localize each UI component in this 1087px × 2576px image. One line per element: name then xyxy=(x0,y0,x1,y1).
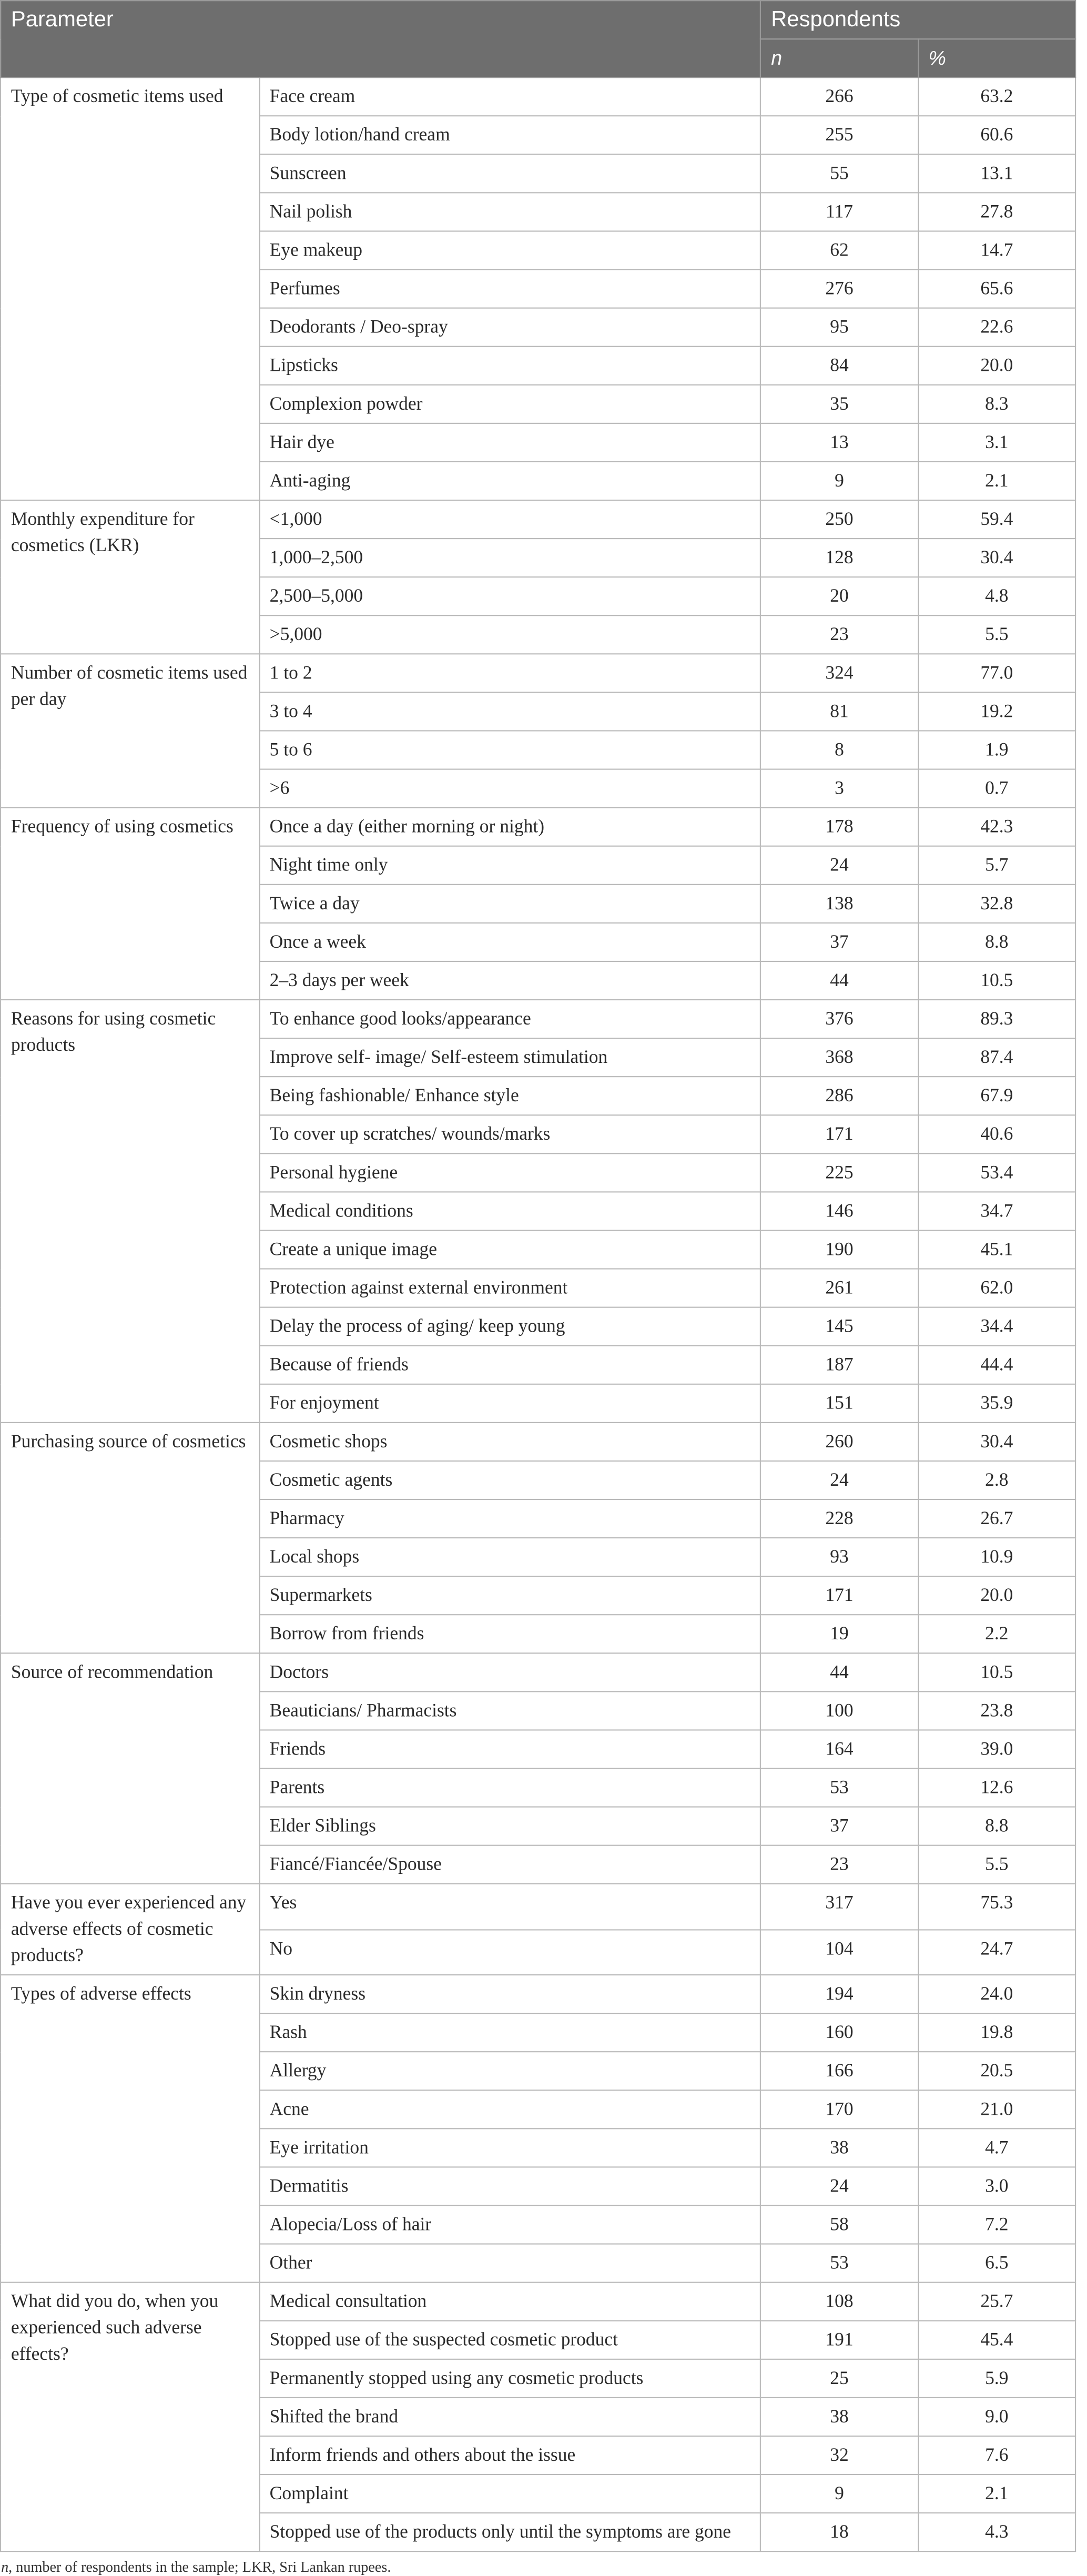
percent-value: 75.3 xyxy=(918,1884,1075,1930)
count-value: 37 xyxy=(760,923,918,961)
percent-value: 7.2 xyxy=(918,2206,1075,2244)
parameter-header: Parameter xyxy=(1,1,760,77)
table-row xyxy=(1,500,1075,539)
count-value: 276 xyxy=(760,270,918,308)
percent-value: 53.4 xyxy=(918,1153,1075,1192)
item-label: No xyxy=(259,1929,761,1975)
percent-value: 30.4 xyxy=(918,1423,1075,1461)
parameter-group-label: Number of cosmetic items used per day xyxy=(1,654,259,807)
count-value: 53 xyxy=(760,1769,918,1807)
count-value: 25 xyxy=(760,2359,918,2398)
item-label: Nail polish xyxy=(259,192,761,231)
item-label: Alopecia/Loss of hair xyxy=(259,2206,761,2244)
table-row xyxy=(1,2283,1075,2321)
count-value: 225 xyxy=(760,1153,918,1192)
percent-value: 9.0 xyxy=(918,2398,1075,2436)
count-value: 286 xyxy=(760,1077,918,1115)
percent-value: 13.1 xyxy=(918,154,1075,192)
item-label: Skin dryness xyxy=(259,1975,761,2013)
percent-value: 10.9 xyxy=(918,1538,1075,1576)
item-label: Cosmetic agents xyxy=(259,1461,761,1499)
count-value: 108 xyxy=(760,2283,918,2321)
parameter-group-label: Have you ever experienced any adverse effects of cosmetic products? xyxy=(1,1884,259,1975)
count-value: 191 xyxy=(760,2321,918,2359)
item-label: Other xyxy=(259,2244,761,2283)
count-value: 171 xyxy=(760,1576,918,1615)
item-label: 1 to 2 xyxy=(259,654,761,692)
percent-value: 87.4 xyxy=(918,1038,1075,1077)
item-label: >6 xyxy=(259,769,761,808)
count-value: 194 xyxy=(760,1975,918,2013)
respondents-header: Respondents xyxy=(760,1,1075,39)
percent-value: 24.0 xyxy=(918,1975,1075,2013)
count-value: 93 xyxy=(760,1538,918,1576)
item-label: For enjoyment xyxy=(259,1384,761,1423)
item-label: Eye irritation xyxy=(259,2128,761,2167)
item-label: Rash xyxy=(259,2013,761,2052)
count-value: 266 xyxy=(760,77,918,116)
percent-value: 26.7 xyxy=(918,1499,1075,1538)
item-label: 3 to 4 xyxy=(259,692,761,731)
count-value: 24 xyxy=(760,2167,918,2205)
count-value: 146 xyxy=(760,1192,918,1230)
count-value: 190 xyxy=(760,1230,918,1269)
item-label: Create a unique image xyxy=(259,1230,761,1269)
percent-value: 59.4 xyxy=(918,500,1075,539)
percent-value: 20.0 xyxy=(918,347,1075,385)
percent-value: 2.1 xyxy=(918,462,1075,500)
parameter-group-label: What did you do, when you experienced such adverse effects? xyxy=(1,2283,259,2552)
count-value: 187 xyxy=(760,1346,918,1384)
item-label: Allergy xyxy=(259,2052,761,2090)
percent-value: 62.0 xyxy=(918,1269,1075,1307)
item-label: Medical conditions xyxy=(259,1192,761,1230)
count-value: 160 xyxy=(760,2013,918,2052)
table-row xyxy=(1,1000,1075,1038)
table-row xyxy=(1,654,1075,692)
count-value: 170 xyxy=(760,2090,918,2128)
item-label: Protection against external environment xyxy=(259,1269,761,1307)
item-label: Personal hygiene xyxy=(259,1153,761,1192)
item-label: To cover up scratches/ wounds/marks xyxy=(259,1115,761,1153)
item-label: Shifted the brand xyxy=(259,2398,761,2436)
item-label: To enhance good looks/appearance xyxy=(259,1000,761,1038)
percent-value: 5.7 xyxy=(918,846,1075,885)
count-value: 32 xyxy=(760,2436,918,2474)
percent-value: 8.3 xyxy=(918,385,1075,423)
percent-value: 2.1 xyxy=(918,2474,1075,2513)
table-row xyxy=(1,1423,1075,1461)
count-value: 58 xyxy=(760,2206,918,2244)
percent-value: 14.7 xyxy=(918,231,1075,269)
percent-value: 4.3 xyxy=(918,2513,1075,2551)
count-value: 138 xyxy=(760,885,918,923)
percent-value: 42.3 xyxy=(918,808,1075,846)
percent-value: 67.9 xyxy=(918,1077,1075,1115)
item-label: Improve self- image/ Self-esteem stimulation xyxy=(259,1038,761,1077)
percent-value: 34.7 xyxy=(918,1192,1075,1230)
count-value: 62 xyxy=(760,231,918,269)
footnote-text: , number of respondents in the sample; LKR, Sri Lankan rupees. xyxy=(8,2558,391,2575)
percent-value: 7.6 xyxy=(918,2436,1075,2474)
percent-value: 40.6 xyxy=(918,1115,1075,1153)
count-value: 260 xyxy=(760,1423,918,1461)
count-value: 18 xyxy=(760,2513,918,2551)
count-value: 44 xyxy=(760,1653,918,1691)
item-label: Beauticians/ Pharmacists xyxy=(259,1691,761,1730)
percent-value: 12.6 xyxy=(918,1769,1075,1807)
item-label: Anti-aging xyxy=(259,462,761,500)
percent-value: 35.9 xyxy=(918,1384,1075,1423)
parameter-group-label: Source of recommendation xyxy=(1,1653,259,1883)
item-label: Elder Siblings xyxy=(259,1807,761,1845)
count-value: 261 xyxy=(760,1269,918,1307)
table-row xyxy=(1,808,1075,846)
count-value: 24 xyxy=(760,1461,918,1499)
count-value: 95 xyxy=(760,308,918,347)
percent-value: 89.3 xyxy=(918,1000,1075,1038)
footnote-n-symbol: n xyxy=(1,2558,9,2575)
item-label: Acne xyxy=(259,2090,761,2128)
percent-value: 20.5 xyxy=(918,2052,1075,2090)
count-value: 55 xyxy=(760,154,918,192)
item-label: Sunscreen xyxy=(259,154,761,192)
percent-value: 10.5 xyxy=(918,1653,1075,1691)
item-label: Doctors xyxy=(259,1653,761,1691)
percent-value: 4.8 xyxy=(918,577,1075,615)
item-label: Complexion powder xyxy=(259,385,761,423)
table-row xyxy=(1,77,1075,116)
table-row xyxy=(1,1884,1075,1930)
item-label: Cosmetic shops xyxy=(259,1423,761,1461)
percent-value: 3.1 xyxy=(918,423,1075,462)
item-label: Stopped use of the suspected cosmetic product xyxy=(259,2321,761,2359)
percent-value: 2.2 xyxy=(918,1615,1075,1653)
count-value: 24 xyxy=(760,846,918,885)
item-label: Pharmacy xyxy=(259,1499,761,1538)
item-label: Local shops xyxy=(259,1538,761,1576)
count-value: 9 xyxy=(760,2474,918,2513)
count-value: 376 xyxy=(760,1000,918,1038)
table-body xyxy=(1,77,1075,2551)
percent-value: 45.1 xyxy=(918,1230,1075,1269)
count-value: 37 xyxy=(760,1807,918,1845)
percent-value: 6.5 xyxy=(918,2244,1075,2283)
item-label: Deodorants / Deo-spray xyxy=(259,308,761,347)
table-row xyxy=(1,1975,1075,2013)
count-value: 81 xyxy=(760,692,918,731)
item-label: >5,000 xyxy=(259,615,761,654)
item-label: Once a day (either morning or night) xyxy=(259,808,761,846)
item-label: Because of friends xyxy=(259,1346,761,1384)
percent-value: 32.8 xyxy=(918,885,1075,923)
count-value: 104 xyxy=(760,1929,918,1975)
count-value: 9 xyxy=(760,462,918,500)
percent-value: 5.9 xyxy=(918,2359,1075,2398)
percent-value: 8.8 xyxy=(918,1807,1075,1845)
percent-value: 10.5 xyxy=(918,961,1075,1000)
percent-value: 63.2 xyxy=(918,77,1075,116)
percent-value: 22.6 xyxy=(918,308,1075,347)
item-label: Friends xyxy=(259,1730,761,1768)
item-label: <1,000 xyxy=(259,500,761,539)
count-value: 151 xyxy=(760,1384,918,1423)
percent-value: 44.4 xyxy=(918,1346,1075,1384)
percent-value: 4.7 xyxy=(918,2128,1075,2167)
percent-value: 8.8 xyxy=(918,923,1075,961)
percent-value: 60.6 xyxy=(918,116,1075,154)
percent-value: 5.5 xyxy=(918,615,1075,654)
n-header: n xyxy=(760,39,918,77)
item-label: 2,500–5,000 xyxy=(259,577,761,615)
count-value: 84 xyxy=(760,347,918,385)
count-value: 166 xyxy=(760,2052,918,2090)
count-value: 228 xyxy=(760,1499,918,1538)
percent-value: 20.0 xyxy=(918,1576,1075,1615)
item-label: Night time only xyxy=(259,846,761,885)
count-value: 23 xyxy=(760,615,918,654)
percent-value: 30.4 xyxy=(918,539,1075,577)
item-label: Parents xyxy=(259,1769,761,1807)
item-label: Inform friends and others about the issue xyxy=(259,2436,761,2474)
table-row xyxy=(1,1653,1075,1691)
count-value: 145 xyxy=(760,1307,918,1346)
count-value: 368 xyxy=(760,1038,918,1077)
count-value: 53 xyxy=(760,2244,918,2283)
item-label: 5 to 6 xyxy=(259,731,761,769)
percent-value: 39.0 xyxy=(918,1730,1075,1768)
parameter-group-label: Monthly expenditure for cosmetics (LKR) xyxy=(1,500,259,654)
header-row xyxy=(1,1,1075,39)
item-label: 2–3 days per week xyxy=(259,961,761,1000)
item-label: Permanently stopped using any cosmetic products xyxy=(259,2359,761,2398)
percent-value: 24.7 xyxy=(918,1929,1075,1975)
parameter-group-label: Reasons for using cosmetic products xyxy=(1,1000,259,1423)
item-label: Eye makeup xyxy=(259,231,761,269)
parameter-group-label: Types of adverse effects xyxy=(1,1975,259,2283)
count-value: 164 xyxy=(760,1730,918,1768)
percent-value: 23.8 xyxy=(918,1691,1075,1730)
count-value: 8 xyxy=(760,731,918,769)
count-value: 250 xyxy=(760,500,918,539)
count-value: 178 xyxy=(760,808,918,846)
item-label: Face cream xyxy=(259,77,761,116)
count-value: 255 xyxy=(760,116,918,154)
parameter-group-label: Frequency of using cosmetics xyxy=(1,808,259,1000)
count-value: 3 xyxy=(760,769,918,808)
percent-value: 27.8 xyxy=(918,192,1075,231)
count-value: 128 xyxy=(760,539,918,577)
item-label: Hair dye xyxy=(259,423,761,462)
percent-value: 65.6 xyxy=(918,270,1075,308)
count-value: 171 xyxy=(760,1115,918,1153)
item-label: Being fashionable/ Enhance style xyxy=(259,1077,761,1115)
item-label: Medical consultation xyxy=(259,2283,761,2321)
item-label: Body lotion/hand cream xyxy=(259,116,761,154)
item-label: Complaint xyxy=(259,2474,761,2513)
item-label: Perfumes xyxy=(259,270,761,308)
item-label: Fiancé/Fiancée/Spouse xyxy=(259,1845,761,1884)
item-label: Borrow from friends xyxy=(259,1615,761,1653)
percent-value: 21.0 xyxy=(918,2090,1075,2128)
item-label: Yes xyxy=(259,1884,761,1930)
count-value: 38 xyxy=(760,2128,918,2167)
percent-header: % xyxy=(918,39,1075,77)
parameter-group-label: Type of cosmetic items used xyxy=(1,77,259,500)
item-label: 1,000–2,500 xyxy=(259,539,761,577)
count-value: 13 xyxy=(760,423,918,462)
count-value: 317 xyxy=(760,1884,918,1930)
item-label: Once a week xyxy=(259,923,761,961)
count-value: 20 xyxy=(760,577,918,615)
item-label: Supermarkets xyxy=(259,1576,761,1615)
count-value: 19 xyxy=(760,1615,918,1653)
count-value: 35 xyxy=(760,385,918,423)
percent-value: 77.0 xyxy=(918,654,1075,692)
count-value: 23 xyxy=(760,1845,918,1884)
item-label: Stopped use of the products only until the symptoms are gone xyxy=(259,2513,761,2551)
percent-value: 34.4 xyxy=(918,1307,1075,1346)
percent-value: 3.0 xyxy=(918,2167,1075,2205)
percent-value: 19.2 xyxy=(918,692,1075,731)
percent-value: 0.7 xyxy=(918,769,1075,808)
item-label: Lipsticks xyxy=(259,347,761,385)
item-label: Delay the process of aging/ keep young xyxy=(259,1307,761,1346)
percent-value: 5.5 xyxy=(918,1845,1075,1884)
count-value: 100 xyxy=(760,1691,918,1730)
footnote xyxy=(0,2559,1087,2576)
parameter-group-label: Purchasing source of cosmetics xyxy=(1,1423,259,1653)
count-value: 117 xyxy=(760,192,918,231)
percent-value: 2.8 xyxy=(918,1461,1075,1499)
count-value: 324 xyxy=(760,654,918,692)
percent-value: 45.4 xyxy=(918,2321,1075,2359)
percent-value: 19.8 xyxy=(918,2013,1075,2052)
item-label: Dermatitis xyxy=(259,2167,761,2205)
percent-value: 25.7 xyxy=(918,2283,1075,2321)
count-value: 44 xyxy=(760,961,918,1000)
percent-value: 1.9 xyxy=(918,731,1075,769)
item-label: Twice a day xyxy=(259,885,761,923)
count-value: 38 xyxy=(760,2398,918,2436)
